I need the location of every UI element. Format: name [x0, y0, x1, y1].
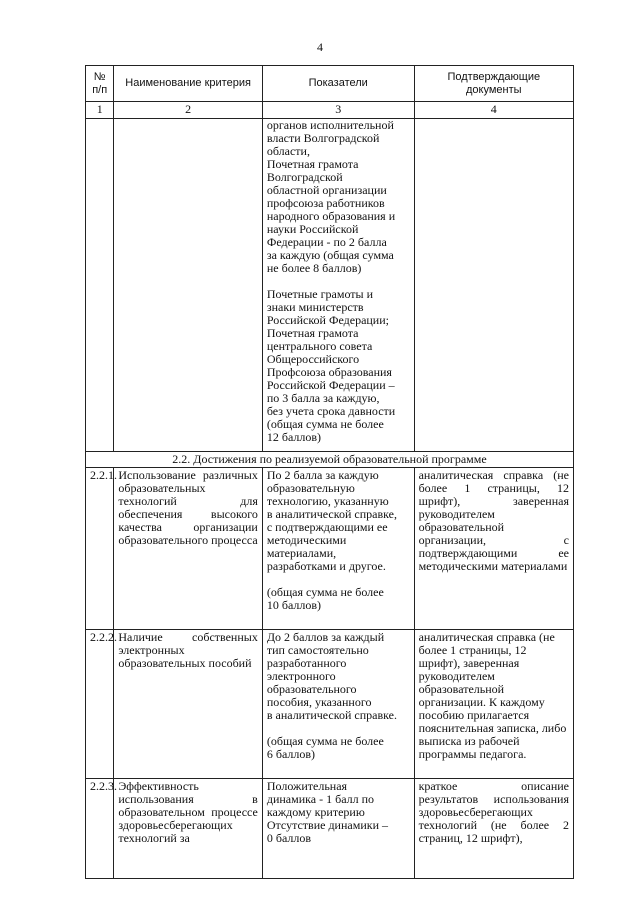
criterion-cell: Эффективность использования в образовательном процессе здоровьесберегающих технологий за — [114, 779, 262, 879]
indicators-text: До 2 баллов за каждый тип самостоятельно разработанного электронного образовательного пособия, указанного в аналитической справке. — [266, 630, 397, 722]
indicators-text: (общая сумма не более 6 баллов) — [266, 734, 384, 761]
indicators-cell — [262, 468, 414, 630]
continuation-row — [86, 119, 574, 452]
row-number — [86, 119, 114, 452]
documents-cell: аналитическая справка (не более 1 страницы, 12 шрифт), заверенная руководителем образовательной организации. К каждому пособию прилагается пояснительная записка, либо выписка из рабочей программы педагога. — [414, 630, 573, 779]
criterion-cell — [114, 119, 262, 452]
documents-cell: аналитическая справка (не более 1 страницы, 12 шрифт), заверенная руководителем образовательной организации, с подтверждающими ее методическими материалами — [414, 468, 573, 630]
indicators-cell — [262, 119, 414, 452]
column-number: 2 — [114, 102, 262, 119]
indicators-text: Почетные грамоты и знаки министерств Российской Федерации; Почетная грамота центрального совета Общероссийского Профсоюза образования Российской Федерации – по 3 балла за каждую, без учета срока давности (общая сумма не более 12 баллов) — [266, 287, 396, 444]
criteria-table — [85, 65, 574, 879]
column-number: 4 — [414, 102, 573, 119]
criterion-cell: Наличие собственных электронных образовательных пособий — [114, 630, 262, 779]
indicators-text: По 2 балла за каждую образовательную технологию, указанную в аналитической справке, с подтверждающими ее методическими материалами, разработками и другое. — [266, 468, 397, 573]
header-number: № п/п — [86, 66, 114, 102]
header-documents: Подтверждающие документы — [414, 66, 573, 102]
page-number: 4 — [317, 40, 323, 54]
table-row — [86, 468, 574, 630]
indicators-text: (общая сумма не более 10 баллов) — [266, 585, 384, 612]
section-row — [86, 452, 574, 468]
table-header-row — [86, 66, 574, 102]
header-indicators: Показатели — [262, 66, 414, 102]
row-number: 2.2.1. — [86, 468, 114, 630]
documents-cell — [414, 119, 573, 452]
header-criterion: Наименование критерия — [114, 66, 262, 102]
table-row — [86, 779, 574, 879]
column-number: 1 — [86, 102, 114, 119]
indicators-text: органов исполнительной власти Волгоградской области, Почетная грамота Волгоградской областной организации профсоюза работников народного образования и науки Российской Федерации - по 2 балла за каждую (общая сумма не более 8 баллов) — [266, 118, 396, 275]
criterion-cell: Использование различных образовательных технологий для обеспечения высокого качества организации образовательного процесса — [114, 468, 262, 630]
column-number-row — [86, 102, 574, 119]
documents-cell: краткое описание результатов использования здоровьесберегающих технологий (не более 2 страниц, 12 шрифт), — [414, 779, 573, 879]
section-title: 2.2. Достижения по реализуемой образовательной программе — [86, 452, 574, 468]
row-number: 2.2.3. — [86, 779, 114, 879]
row-number: 2.2.2. — [86, 630, 114, 779]
indicators-text: Положительная динамика - 1 балл по каждому критерию Отсутствие динамики – 0 баллов — [266, 779, 388, 845]
indicators-cell — [262, 630, 414, 779]
indicators-cell — [262, 779, 414, 879]
table-row — [86, 630, 574, 779]
column-number: 3 — [262, 102, 414, 119]
